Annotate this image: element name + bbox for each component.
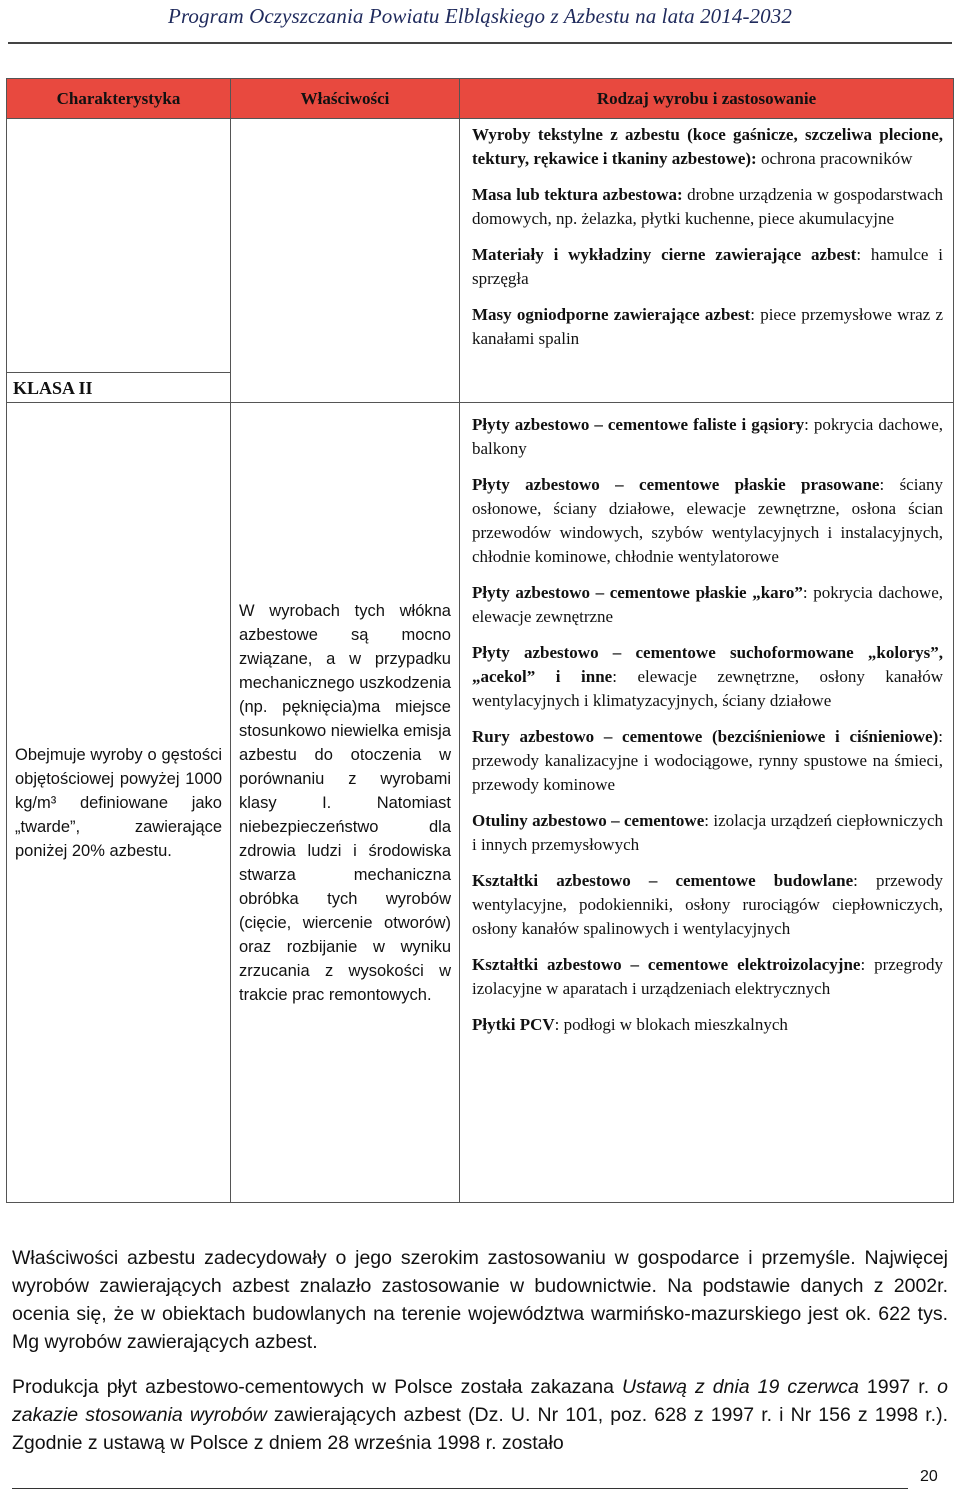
list-item: Kształtki azbestowo – cementowe elektroizolacyjne: przegrody izolacyjne w aparatach i urządzeniach elektrycznych [472, 955, 943, 999]
class2-properties: W wyrobach tych włókna azbestowe są mocno związane, a w przypadku mechanicznego uszkodzenia (np. pęknięcia)ma miejsce stosunkowo niewielka emisja azbestu do otoczenia w porównaniu z wyrobami klasy I. Natomiast niebezpieczeństwo dla zdrowia ludzi i środowiska stwarza mechaniczna obróbka tych wyrobów (cięcie, wiercenie otworów) oraz rozbijanie w wyniku zrzucania z wysokości w trakcie prac remontowych. [231, 403, 460, 1203]
class2-characteristic: Obejmuje wyroby o gęstości objętościowej powyżej 1000 kg/m³ definiowane jako „twarde”, zawierające poniżej 20% azbestu. [7, 403, 231, 1203]
list-item: Płyty azbestowo – cementowe płaskie prasowane: ściany osłonowe, ściany działowe, elewacje zewnętrzne, osłona ścian przewodów windowych, szybów wentylacyjnych i instalacyjnych, chłodnie kominowe, chłodnie wentylatorowe [472, 475, 943, 567]
list-item: Masa lub tektura azbestowa: drobne urządzenia w gospodarstwach domowych, np. żelazka, płytki kuchenne, piece akumulacyjne [472, 185, 943, 228]
table-row-class2 [7, 403, 954, 1203]
class-label: KLASA II [7, 373, 231, 403]
class1-properties-cell [231, 119, 460, 373]
list-item: Rury azbestowo – cementowe (bezciśnieniowe i ciśnieniowe): przewody kanalizacyjne i wodociągowe, rynny spustowe na śmieci, przewody kominowe [472, 727, 943, 795]
page-number: 20 [920, 1468, 938, 1485]
list-item: Płytki PCV: podłogi w blokach mieszkalnych [472, 1015, 788, 1035]
list-item: Otuliny azbestowo – cementowe: izolacja urządzeń ciepłowniczych i innych przemysłowych [472, 811, 944, 855]
header-divider [8, 42, 952, 44]
class2-products-cell [460, 403, 954, 1203]
list-item: Płyty azbestowo – cementowe suchoformowane „kolorys”, „acekol” i inne: elewacje zewnętrzne, osłony kanałów wentylacyjnych i klimatyzacyjnych, ściany działowe [472, 643, 943, 711]
list-item: Wyroby tekstylne z azbestu (koce gaśnicze, szczeliwa plecione, tektury, rękawice i tkaniny azbestowe): ochrona pracowników [472, 125, 943, 168]
list-item: Materiały i wykładziny cierne zawierające azbest: hamulce i sprzęgła [472, 245, 943, 288]
body-paragraph-1: Właściwości azbestu zadecydowały o jego szerokim zastosowaniu w gospodarce i przemyśle. Najwięcej wyrobów zawierających azbest znalazło zastosowanie w budownictwie. Na podstawie danych z 2002r. ocenia się, że w obiektach budowlanych na terenie województwa warmińsko-mazurskiego jest ok. 622 tys. Mg wyrobów zawierających azbest. [12, 1247, 948, 1353]
table-row-class1-continued [7, 119, 954, 373]
list-item: Płyty azbestowo – cementowe płaskie „karo”: pokrycia dachowe, elewacje zewnętrzne [472, 583, 943, 627]
class-label-blank-cell [231, 373, 460, 403]
body-paragraph-2: Produkcja płyt azbestowo-cementowych w Polsce została zakazana Ustawą z dnia 19 czerwca 1997 r. o zakazie stosowania wyrobów zawierających azbest (Dz. U. Nr 101, poz. 628 z 1997 r. i Nr 156 z 1998 r.). Zgodnie z ustawą w Polsce z dniem 28 września 1998 r. zostało [12, 1376, 948, 1454]
document-title: Program Oczyszczania Powiatu Elbląskiego z Azbestu na lata 2014-2032 [168, 4, 792, 28]
list-item: Kształtki azbestowo – cementowe budowlane: przewody wentylacyjne, podokienniki, osłony rurociągów ciepłowniczych, osłony kanałów spalinowych i wentylacyjnych [472, 871, 943, 939]
column-header-properties: Właściwości [231, 79, 460, 119]
page-header [0, 0, 960, 46]
table-header-row [7, 79, 954, 119]
list-item: Masy ogniodporne zawierające azbest: piece przemysłowe wraz z kanałami spalin [472, 305, 943, 348]
class1-characteristic-cell [7, 119, 231, 373]
column-header-characteristic: Charakterystyka [7, 79, 231, 119]
list-item: Płyty azbestowo – cementowe faliste i gąsiory: pokrycia dachowe, balkony [472, 415, 943, 459]
class1-products-cell [460, 119, 954, 403]
asbestos-class-table [6, 78, 954, 1203]
footer-divider [12, 1488, 908, 1489]
column-header-products: Rodzaj wyrobu i zastosowanie [460, 79, 954, 119]
